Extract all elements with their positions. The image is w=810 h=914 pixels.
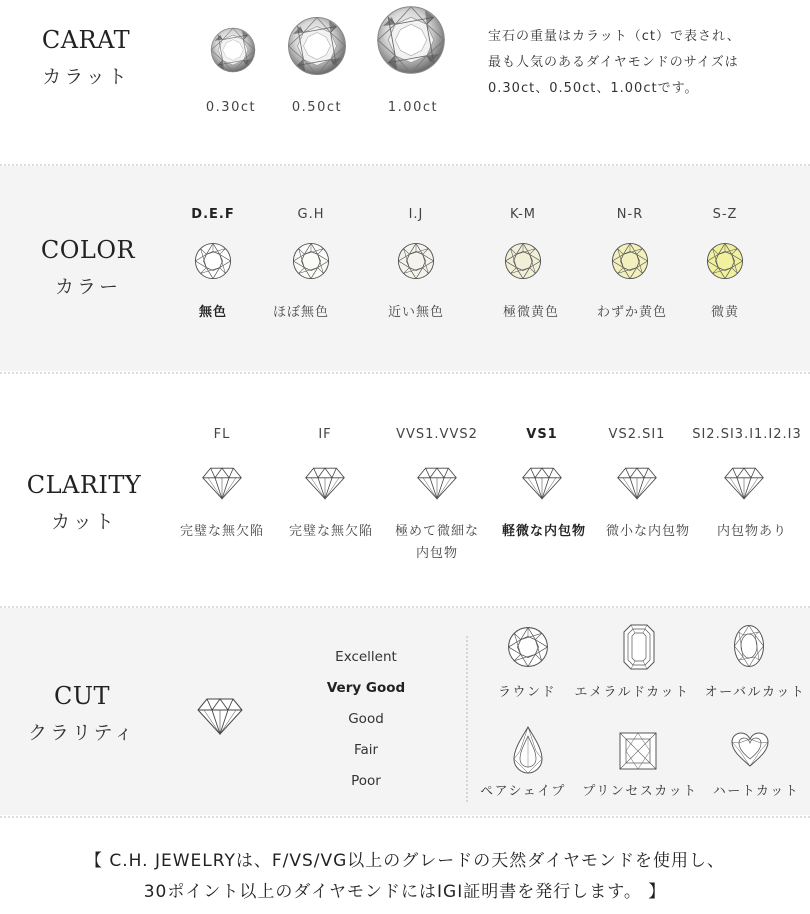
carat-size-label: 1.00ct xyxy=(387,100,439,115)
color-grade-code: D.E.F xyxy=(191,207,235,222)
color-title-ja: カラー xyxy=(54,276,121,298)
cut-title-en: CUT xyxy=(53,682,111,710)
color-grade-label: 無色 xyxy=(198,305,228,320)
diamond-side-icon xyxy=(201,465,243,501)
color-grade-label: 微黄 xyxy=(710,305,740,320)
section-divider xyxy=(0,372,810,374)
color-grade-label: わずか黄色 xyxy=(596,305,668,320)
cut-title xyxy=(24,682,140,745)
diamond-side-icon xyxy=(193,696,247,736)
round-diamond-icon xyxy=(504,242,542,280)
color-grade-code: N-R xyxy=(616,207,644,222)
cut-grade: Excellent xyxy=(335,649,397,665)
pear-cut-icon xyxy=(513,726,543,774)
section-divider xyxy=(0,816,810,818)
round-diamond-icon xyxy=(397,242,435,280)
diamond-050ct-icon xyxy=(287,16,347,76)
clarity-grade-label: 完璧な無欠陥 xyxy=(179,524,265,539)
diamond-side-icon xyxy=(616,465,658,501)
cut-grade: Very Good xyxy=(326,680,406,696)
carat-title xyxy=(28,26,144,89)
color-grade-code: K-M xyxy=(509,207,537,222)
color-grade-code: S-Z xyxy=(712,207,738,222)
round-diamond-icon xyxy=(611,242,649,280)
shape-label-oval: オーバルカット xyxy=(704,685,806,700)
carat-size-label: 0.30ct xyxy=(205,100,257,115)
carat-section xyxy=(0,0,810,163)
diamond-030ct-icon xyxy=(210,27,256,73)
color-grade-label: ほぼ無色 xyxy=(272,305,330,320)
color-grade-label: 極微黄色 xyxy=(502,305,560,320)
diamond-100ct-icon xyxy=(376,5,446,75)
clarity-grade-label: 軽微な内包物 xyxy=(501,524,587,539)
clarity-grade-label xyxy=(395,521,479,565)
footer-line: 30ポイント以上のダイヤモンドにはIGI証明書を発行します。 】 xyxy=(143,882,667,902)
carat-size-label: 0.50ct xyxy=(291,100,343,115)
color-section xyxy=(0,166,810,371)
round-diamond-icon xyxy=(292,242,330,280)
carat-description-line: 宝石の重量はカラット（ct）で表され、 xyxy=(488,29,741,44)
cut-title-ja: クラリティ xyxy=(27,722,137,744)
clarity-grade-code: FL xyxy=(213,427,231,442)
clarity-grade-label-line: 内包物 xyxy=(415,546,459,561)
round-diamond-icon xyxy=(706,242,744,280)
princess-cut-icon xyxy=(619,732,657,770)
shape-label-heart: ハートカット xyxy=(712,784,800,799)
color-grade-label: 近い無色 xyxy=(387,305,445,320)
clarity-section xyxy=(0,375,810,605)
clarity-title-en: CLARITY xyxy=(26,471,142,499)
diamond-side-icon xyxy=(521,465,563,501)
clarity-grade-label: 微小な内包物 xyxy=(605,524,691,539)
diamond-side-icon xyxy=(723,465,765,501)
carat-description-line: 0.30ct、0.50ct、1.00ctです。 xyxy=(488,81,699,96)
color-grade-code: G.H xyxy=(297,207,325,222)
clarity-grade-code: VS1 xyxy=(526,427,558,442)
shape-label-princess: プリンセスカット xyxy=(582,784,698,799)
cut-grade: Good xyxy=(348,711,384,727)
diamond-side-icon xyxy=(416,465,458,501)
clarity-grade-label: 完璧な無欠陥 xyxy=(288,524,374,539)
diamond-side-icon xyxy=(304,465,346,501)
emerald-cut-icon xyxy=(623,624,655,670)
clarity-grade-code: SI2.SI3.I1.I2.I3 xyxy=(692,427,802,442)
clarity-grade-code: VVS1.VVS2 xyxy=(396,427,478,442)
carat-title-ja: カラット xyxy=(42,66,130,88)
round-diamond-icon xyxy=(194,242,232,280)
heart-cut-icon xyxy=(731,732,769,768)
clarity-title-ja: カット xyxy=(51,511,117,533)
cut-grade: Fair xyxy=(353,742,379,758)
cut-grade: Poor xyxy=(351,773,381,789)
round-cut-icon xyxy=(507,626,549,668)
carat-description-line: 最も人気のあるダイヤモンドのサイズは xyxy=(488,55,739,70)
clarity-grade-code: VS2.SI1 xyxy=(608,427,666,442)
shape-label-round: ラウンド xyxy=(497,685,557,700)
shape-label-emerald: エメラルドカット xyxy=(574,685,690,700)
clarity-title xyxy=(22,471,146,534)
cut-column-divider xyxy=(466,636,468,802)
color-grade-code: I.J xyxy=(408,207,424,222)
footer-note xyxy=(0,846,810,908)
clarity-grade-label: 内包物あり xyxy=(716,524,788,539)
clarity-grade-label-line: 極めて微細な xyxy=(394,524,480,539)
oval-cut-icon xyxy=(733,624,765,668)
clarity-grade-code: IF xyxy=(318,427,332,442)
shape-label-pear: ペアシェイプ xyxy=(480,784,566,799)
carat-description xyxy=(488,24,808,102)
footer-line: 【 C.H. JEWELRYは、F/VS/VG以上のグレードの天然ダイヤモンドを使用し、 xyxy=(85,851,725,871)
cut-section xyxy=(0,608,810,815)
carat-title-en: CARAT xyxy=(41,26,131,54)
color-title-en: COLOR xyxy=(40,236,136,264)
color-title xyxy=(30,236,146,299)
